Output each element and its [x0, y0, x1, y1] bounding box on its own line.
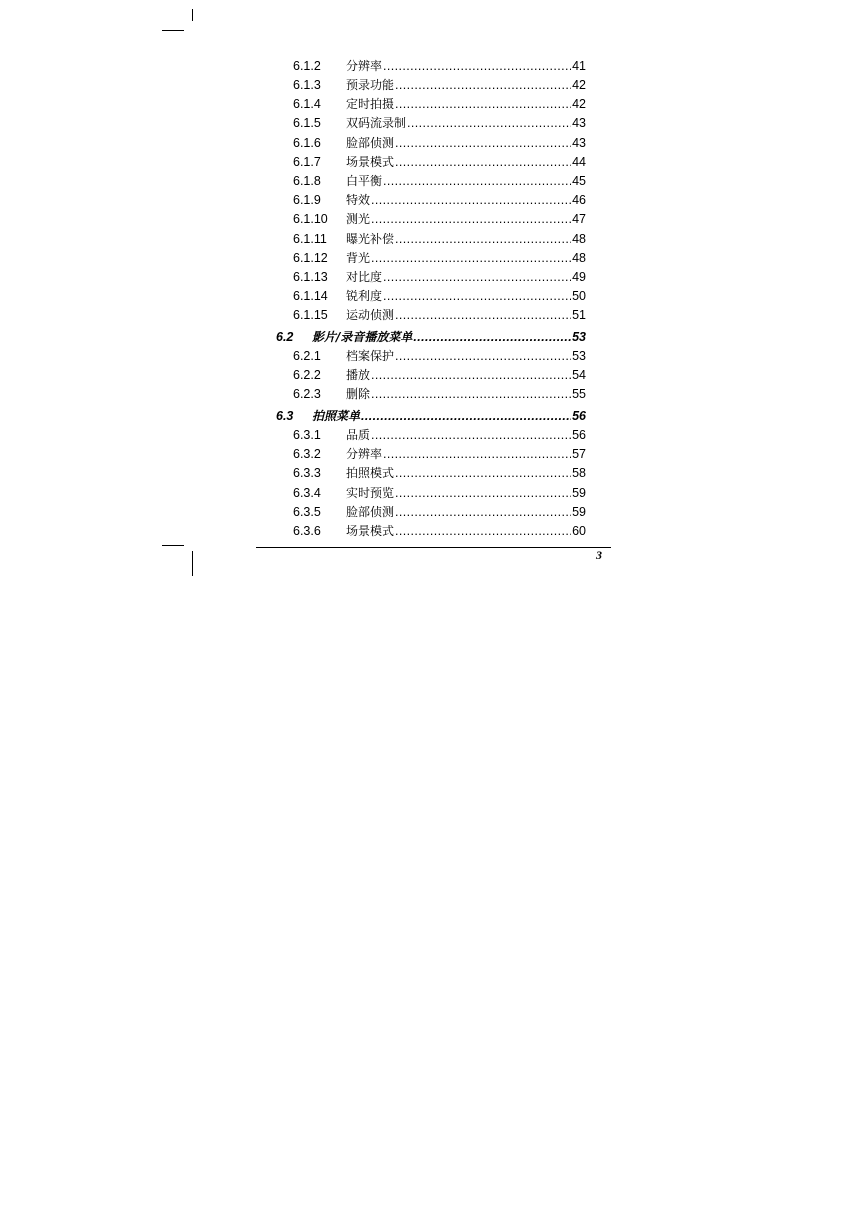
- toc-entry-title: 白平衡: [346, 174, 383, 188]
- toc-leader-dots: [395, 485, 571, 501]
- toc-leader-dots: [371, 427, 571, 443]
- toc-entry-number: 6.1.5: [293, 116, 321, 130]
- toc-entry-page: 41: [572, 59, 586, 73]
- toc-entry-number: 6.1.13: [293, 270, 328, 284]
- toc-entry-number: 6.1.4: [293, 97, 321, 111]
- toc-leader-dots: [395, 523, 571, 539]
- toc-leader-dots: [407, 115, 571, 131]
- toc-entry-page: 59: [572, 505, 586, 519]
- toc-leader-dots: [395, 154, 571, 170]
- toc-leader-dots: [395, 96, 571, 112]
- toc-entry[interactable]: [293, 288, 586, 304]
- toc-entry-title: 播放: [346, 368, 371, 382]
- toc-entry-title: 档案保护: [346, 349, 395, 363]
- toc-entry-page: 42: [572, 78, 586, 92]
- toc-leader-dots: [371, 367, 571, 383]
- toc-entry-title: 脸部侦测: [346, 505, 395, 519]
- toc-entry-title: 分辨率: [346, 59, 383, 73]
- toc-entry-title: 曝光补偿: [346, 232, 395, 246]
- toc-entry[interactable]: [293, 77, 586, 93]
- toc-leader-dots: [383, 446, 571, 462]
- toc-entry-number: 6.1.10: [293, 212, 328, 226]
- toc-entry-title: 品质: [346, 428, 371, 442]
- toc-entry-number: 6.1.9: [293, 193, 321, 207]
- toc-entry[interactable]: [293, 173, 586, 189]
- toc-entry[interactable]: [293, 269, 586, 285]
- toc-entry-page: 47: [572, 212, 586, 226]
- toc-section[interactable]: [276, 329, 586, 345]
- toc-entry[interactable]: [293, 58, 586, 74]
- toc-entry-page: 44: [572, 155, 586, 169]
- toc-entry-number: 6.1.3: [293, 78, 321, 92]
- toc-entry-number: 6.1.15: [293, 308, 328, 322]
- toc-section[interactable]: [276, 408, 586, 424]
- toc-entry[interactable]: [293, 485, 586, 501]
- toc-entry[interactable]: [293, 154, 586, 170]
- toc-entry-number: 6.1.14: [293, 289, 328, 303]
- toc-entry[interactable]: [293, 211, 586, 227]
- toc-entry-page: 43: [572, 116, 586, 130]
- toc-leader-dots: [395, 135, 571, 151]
- toc-entry[interactable]: [293, 504, 586, 520]
- toc-leader-dots: [395, 307, 571, 323]
- toc-entry[interactable]: [293, 135, 586, 151]
- toc-entry-number: 6.1.6: [293, 136, 321, 150]
- toc-entry-number: 6.1.2: [293, 59, 321, 73]
- toc-entry-page: 57: [572, 447, 586, 461]
- toc-entry-page: 53: [572, 349, 586, 363]
- toc-leader-dots: [371, 192, 571, 208]
- toc-entry-title: 场景模式: [346, 155, 395, 169]
- toc-entry-page: 45: [572, 174, 586, 188]
- toc-leader-dots: [413, 329, 571, 345]
- toc-entry[interactable]: [293, 250, 586, 266]
- toc-entry-page: 54: [572, 368, 586, 382]
- toc-entry-title: 定时拍摄: [346, 97, 395, 111]
- toc-leader-dots: [383, 173, 571, 189]
- toc-entry[interactable]: [293, 192, 586, 208]
- toc-entry-number: 6.3.4: [293, 486, 321, 500]
- toc-entry[interactable]: [293, 348, 586, 364]
- toc-entry-title: 运动侦测: [346, 308, 395, 322]
- toc-entry-number: 6.2.3: [293, 387, 321, 401]
- toc-leader-dots: [371, 386, 571, 402]
- toc-entry-title: 实时预览: [346, 486, 395, 500]
- toc-entry-number: 6.1.7: [293, 155, 321, 169]
- toc-section-title: 拍照菜单: [312, 409, 361, 423]
- toc-entry-number: 6.2.1: [293, 349, 321, 363]
- toc-entry-page: 55: [572, 387, 586, 401]
- toc-section-page: 53: [572, 330, 586, 344]
- crop-mark-bottom-horizontal: [162, 545, 184, 546]
- toc-entry-number: 6.3.6: [293, 524, 321, 538]
- toc-entry[interactable]: [293, 115, 586, 131]
- toc-entry[interactable]: [293, 465, 586, 481]
- toc-entry-page: 46: [572, 193, 586, 207]
- toc-entry-page: 51: [572, 308, 586, 322]
- toc-leader-dots: [361, 408, 571, 424]
- toc-entry-page: 42: [572, 97, 586, 111]
- toc-entry-title: 测光: [346, 212, 371, 226]
- toc-entry-title: 删除: [346, 387, 371, 401]
- toc-entry-title: 预录功能: [346, 78, 395, 92]
- toc-entry-number: 6.1.12: [293, 251, 328, 265]
- toc-entry[interactable]: [293, 386, 586, 402]
- toc-section-title: 影片/录音播放菜单: [312, 330, 413, 344]
- toc-entry-page: 48: [572, 251, 586, 265]
- toc-entry-page: 50: [572, 289, 586, 303]
- crop-mark-top-horizontal: [162, 30, 184, 31]
- footer-rule: [256, 547, 611, 548]
- toc-entry-title: 场景模式: [346, 524, 395, 538]
- crop-mark-bottom-vertical: [192, 551, 193, 576]
- toc-entry-page: 60: [572, 524, 586, 538]
- toc-entry[interactable]: [293, 523, 586, 539]
- toc-entry-page: 56: [572, 428, 586, 442]
- toc-section-number: 6.2: [276, 330, 294, 344]
- toc-entry-page: 43: [572, 136, 586, 150]
- toc-entry-title: 分辨率: [346, 447, 383, 461]
- toc-entry-number: 6.3.2: [293, 447, 321, 461]
- toc-leader-dots: [395, 77, 571, 93]
- toc-section-page: 56: [572, 409, 586, 423]
- toc-entry-title: 背光: [346, 251, 371, 265]
- toc-leader-dots: [395, 231, 571, 247]
- toc-leader-dots: [395, 348, 571, 364]
- toc-entry-number: 6.2.2: [293, 368, 321, 382]
- toc-entry[interactable]: [293, 307, 586, 323]
- toc-entry-title: 特效: [346, 193, 371, 207]
- toc-leader-dots: [383, 269, 571, 285]
- toc-entry-page: 49: [572, 270, 586, 284]
- toc-entry-title: 双码流录制: [346, 116, 407, 130]
- toc-leader-dots: [383, 288, 571, 304]
- toc-entry-page: 58: [572, 466, 586, 480]
- toc-entry-number: 6.3.5: [293, 505, 321, 519]
- toc-entry-number: 6.1.11: [293, 232, 327, 246]
- toc-entry-title: 对比度: [346, 270, 383, 284]
- toc-entry-page: 48: [572, 232, 586, 246]
- toc-entry-page: 59: [572, 486, 586, 500]
- toc-leader-dots: [395, 504, 571, 520]
- page-number: 3: [596, 548, 602, 562]
- toc-entry-title: 拍照模式: [346, 466, 395, 480]
- toc-leader-dots: [371, 250, 571, 266]
- crop-mark-top-vertical: [192, 9, 193, 21]
- toc-entry-number: 6.3.3: [293, 466, 321, 480]
- toc-section-number: 6.3: [276, 409, 294, 423]
- toc-entry-number: 6.3.1: [293, 428, 321, 442]
- toc-entry-title: 脸部侦测: [346, 136, 395, 150]
- toc-leader-dots: [395, 465, 571, 481]
- toc-entry-title: 锐利度: [346, 289, 383, 303]
- toc-entry[interactable]: [293, 367, 586, 383]
- toc-entry[interactable]: [293, 446, 586, 462]
- toc-entry[interactable]: [293, 96, 586, 112]
- toc-leader-dots: [371, 211, 571, 227]
- toc-entry[interactable]: [293, 427, 586, 443]
- toc-entry[interactable]: [293, 231, 586, 247]
- toc-entry-number: 6.1.8: [293, 174, 321, 188]
- toc-leader-dots: [383, 58, 571, 74]
